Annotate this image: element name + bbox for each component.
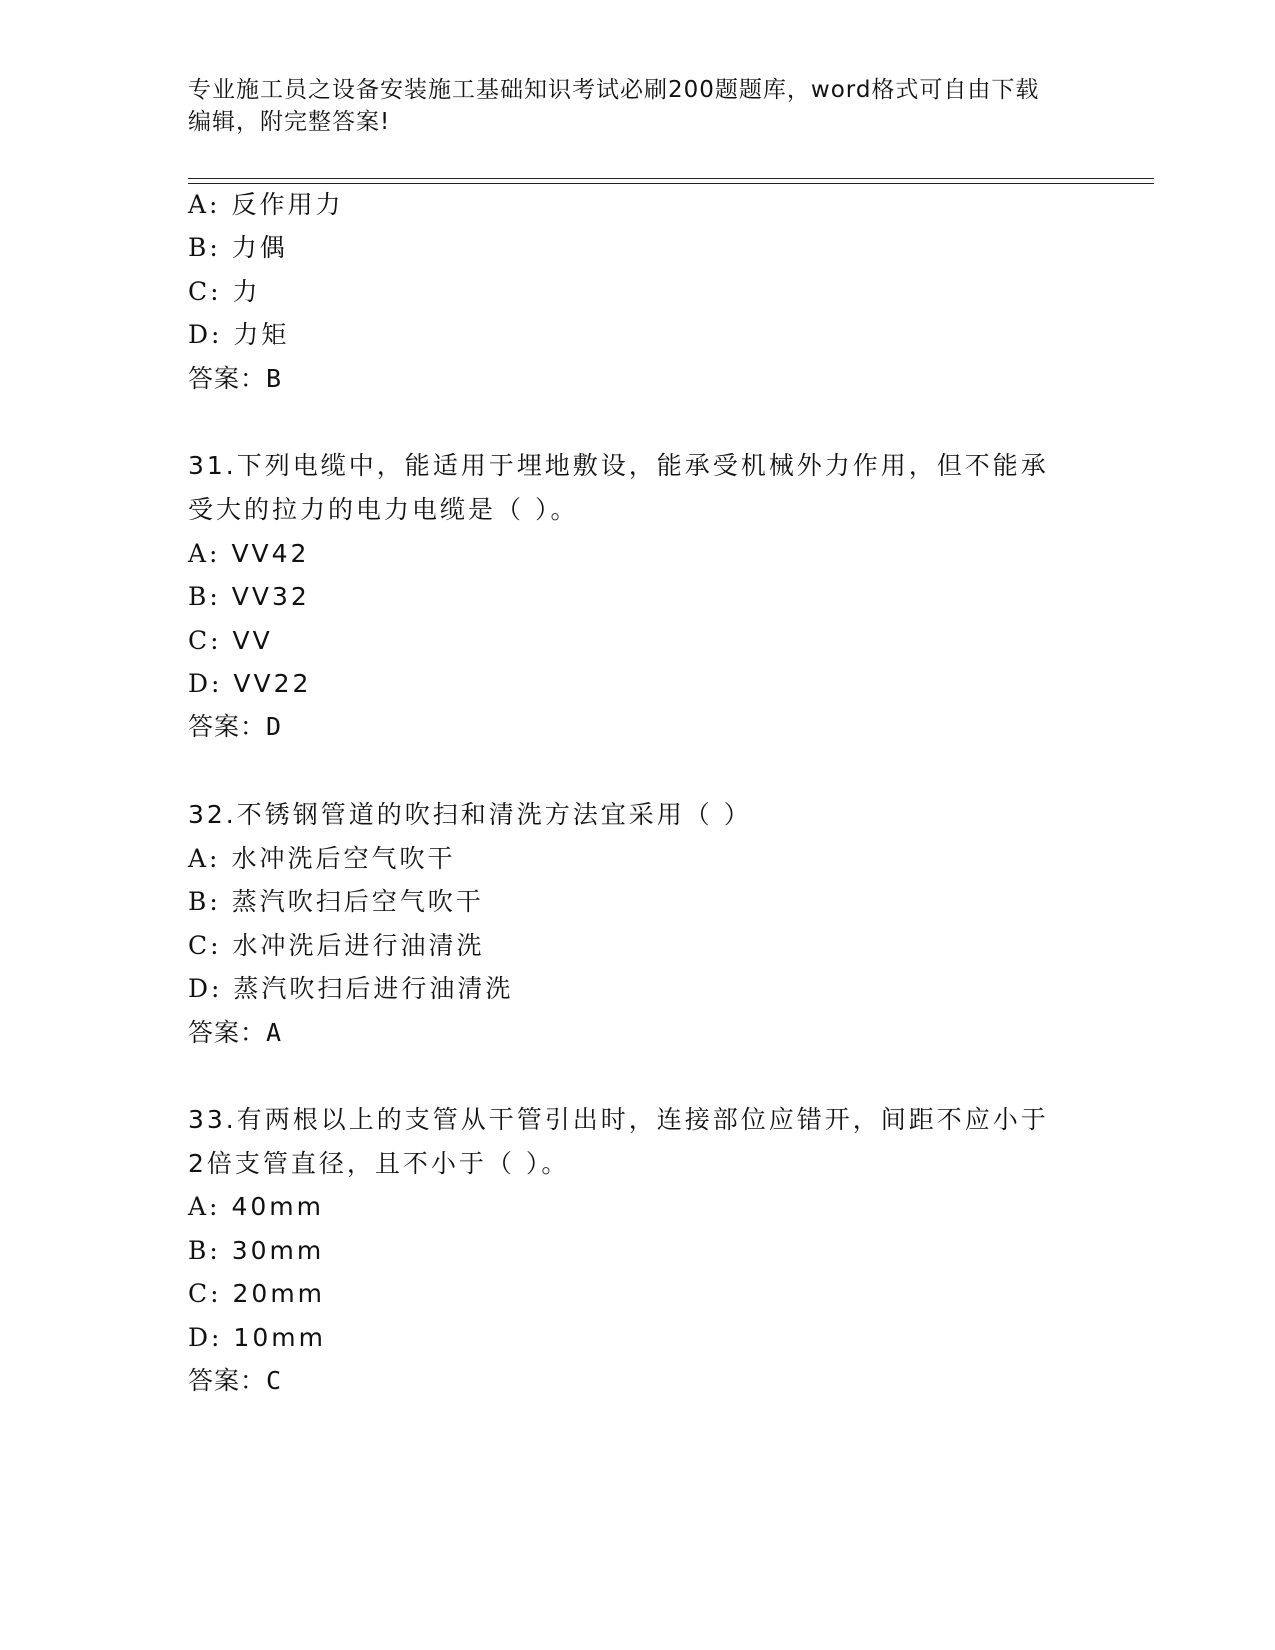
- q32-option-b: B: 蒸汽吹扫后空气吹干: [188, 887, 484, 916]
- q33-option-b: B: 30mm: [188, 1236, 325, 1265]
- q32-option-d: D: 蒸汽吹扫后进行油清洗: [188, 974, 514, 1003]
- q31-option-d: D: VV22: [188, 669, 312, 698]
- q30-answer: 答案：B: [188, 364, 282, 393]
- header-line-1: 专业施工员之设备安装施工基础知识考试必刷200题题库，word格式可自由下载: [188, 77, 1040, 103]
- q31-answer: 答案：D: [188, 712, 282, 741]
- document-header: [188, 74, 1068, 138]
- q30-option-c: C: 力: [188, 277, 261, 306]
- q30-option-b: B: 力偶: [188, 233, 288, 262]
- q30-option-a: A: 反作用力: [188, 190, 344, 219]
- q33-answer: 答案：C: [188, 1366, 282, 1395]
- q33-stem-line-1: 33.有两根以上的支管从干管引出时，连接部位应错开，间距不应小于: [188, 1105, 1049, 1134]
- header-line-2: 编辑，附完整答案!: [188, 109, 391, 135]
- q32-option-c: C: 水冲洗后进行油清洗: [188, 931, 485, 960]
- q32-answer: 答案：A: [188, 1018, 282, 1047]
- q31-option-b: B: VV32: [188, 582, 310, 611]
- q33-option-d: D: 10mm: [188, 1323, 326, 1352]
- q31-stem-line-1: 31.下列电缆中，能适用于埋地敷设，能承受机械外力作用，但不能承: [188, 451, 1049, 480]
- q32-stem-line-1: 32.不锈钢管道的吹扫和清洗方法宜采用（ ）: [188, 800, 752, 829]
- header-divider-bottom: [188, 183, 1154, 184]
- q33-option-c: C: 20mm: [188, 1279, 326, 1308]
- q31-option-a: A: VV42: [188, 539, 310, 568]
- q30-option-d: D: 力矩: [188, 320, 290, 349]
- q31-stem-line-2: 受大的拉力的电力电缆是（ ）。: [188, 495, 579, 524]
- q32-option-a: A: 水冲洗后空气吹干: [188, 844, 456, 873]
- q33-stem-line-2: 2倍支管直径，且不小于（ ）。: [188, 1149, 570, 1178]
- q33-option-a: A: 40mm: [188, 1192, 324, 1221]
- q31-option-c: C: VV: [188, 626, 273, 655]
- header-divider-top: [188, 178, 1154, 179]
